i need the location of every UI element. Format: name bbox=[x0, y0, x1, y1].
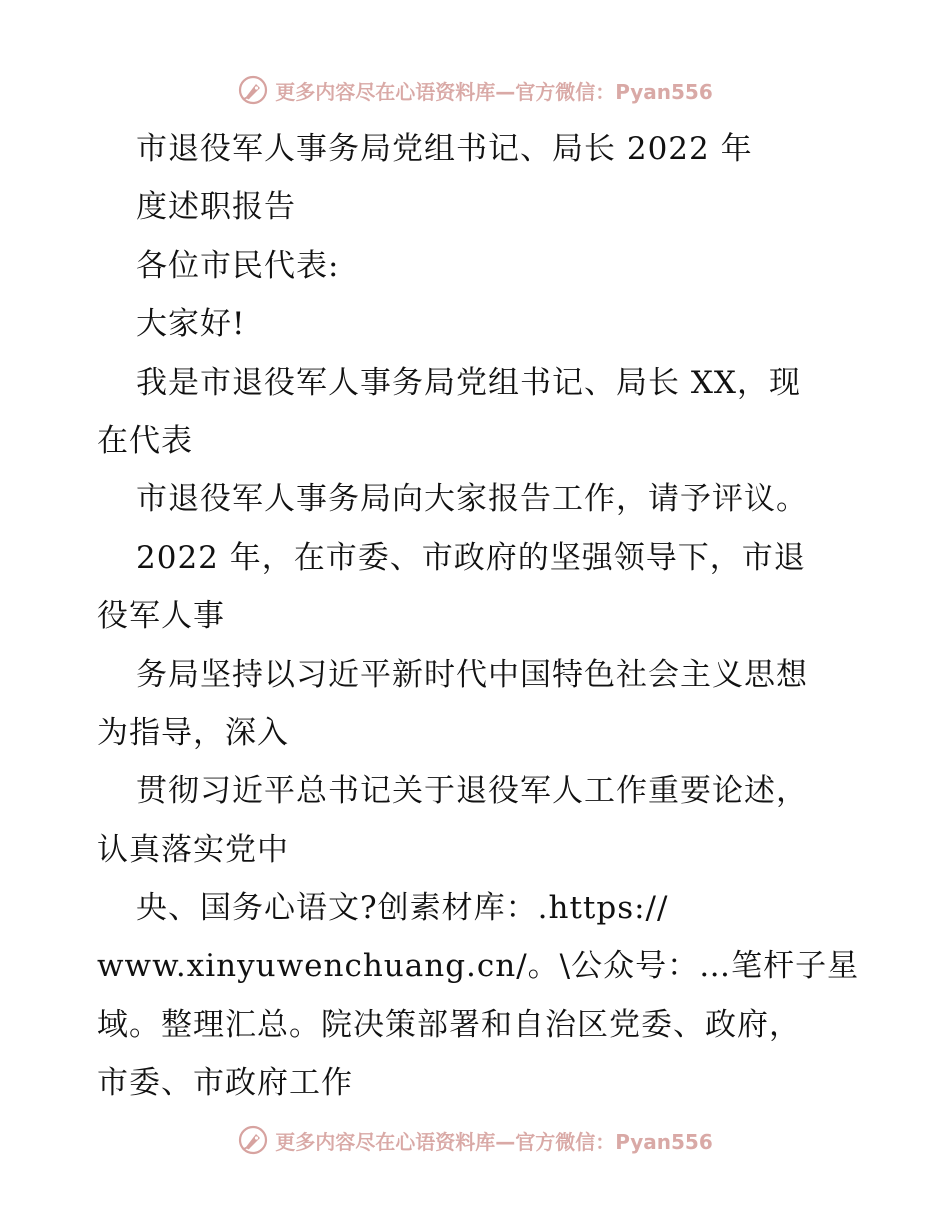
watermark-text: 更多内容尽在心语资料库—官方微信：Pyan556 bbox=[275, 1129, 713, 1154]
text-line: 役军人事 bbox=[97, 598, 225, 635]
watermark-text: 更多内容尽在心语资料库—官方微信：Pyan556 bbox=[275, 79, 713, 104]
pen-tip-logo-icon bbox=[237, 74, 269, 106]
text-line: 我是市退役军人事务局党组书记、局长 XX，现 bbox=[136, 364, 801, 401]
text-line: 域。整理汇总。院决策部署和自治区党委、政府， bbox=[97, 1006, 801, 1043]
pen-tip-logo-icon bbox=[237, 1124, 269, 1156]
text-line: 在代表 bbox=[97, 422, 193, 459]
text-line: 贯彻习近平总书记关于退役军人工作重要论述， bbox=[136, 773, 808, 810]
text-line: 度述职报告 bbox=[136, 189, 296, 226]
text-line: 市退役军人事务局党组书记、局长 2022 年 bbox=[136, 131, 753, 167]
text-line: 央、国务心语文?创素材库：.https:// bbox=[136, 890, 669, 927]
text-line: 认真落实党中 bbox=[97, 831, 289, 868]
text-line: www.xinyuwenchuang.cn/。\公众号：…笔杆子星 bbox=[97, 948, 860, 985]
header-watermark bbox=[0, 70, 950, 110]
document-body bbox=[97, 120, 860, 1113]
text-line: 2022 年，在市委、市政府的坚强领导下，市退 bbox=[136, 539, 806, 576]
text-line: 市退役军人事务局向大家报告工作，请予评议。 bbox=[136, 481, 808, 518]
text-line: 大家好! bbox=[136, 306, 246, 343]
footer-watermark bbox=[0, 1120, 950, 1160]
text-line: 务局坚持以习近平新时代中国特色社会主义思想 bbox=[136, 656, 808, 693]
text-line: 各位市民代表: bbox=[136, 247, 340, 284]
text-line: 市委、市政府工作 bbox=[97, 1065, 353, 1102]
text-line: 为指导，深入 bbox=[97, 714, 289, 751]
